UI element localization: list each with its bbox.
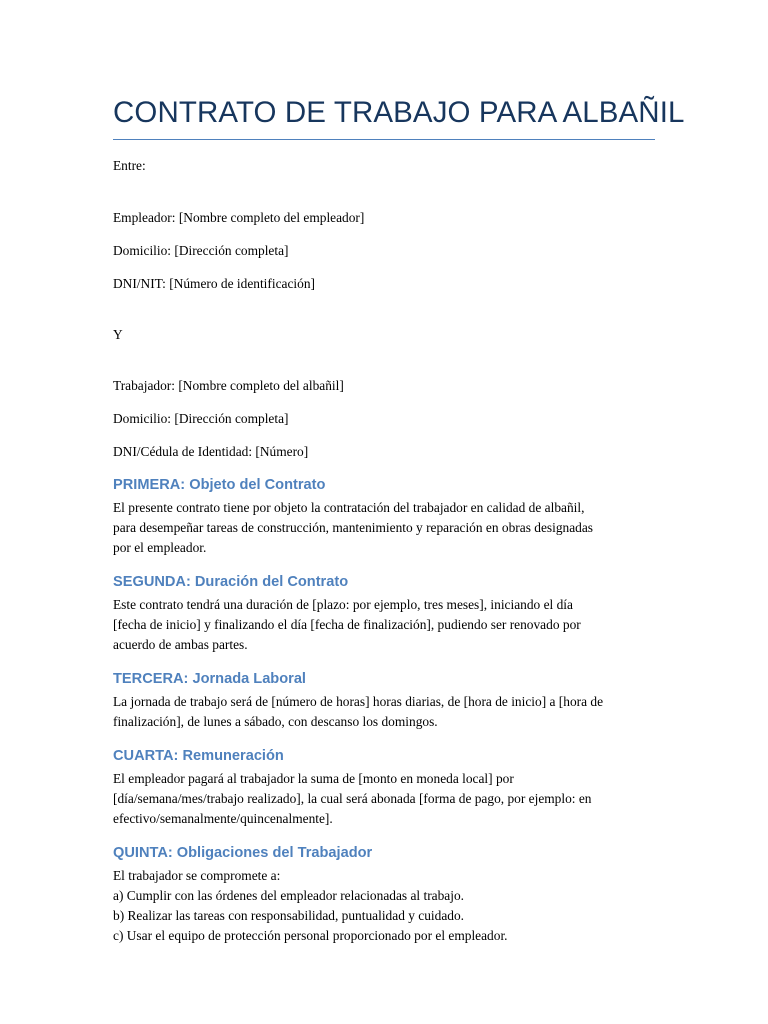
worker-id: DNI/Cédula de Identidad: [Número]	[113, 444, 309, 459]
and-text: Y	[113, 327, 123, 342]
document-page	[113, 95, 685, 946]
section-heading-quinta: QUINTA: Obligaciones del Trabajador	[113, 845, 373, 861]
employer-id: DNI/NIT: [Número de identificación]	[113, 276, 315, 291]
document-title: CONTRATO DE TRABAJO PARA ALBAÑIL	[113, 95, 655, 140]
section-line: a) Cumplir con las órdenes del empleador relacionadas al trabajo.	[113, 888, 464, 903]
section-line: b) Realizar las tareas con responsabilidad, puntualidad y cuidado.	[113, 908, 465, 923]
section-heading-primera: PRIMERA: Objeto del Contrato	[113, 477, 326, 493]
employer-address: Domicilio: [Dirección completa]	[113, 243, 289, 258]
section-line: El empleador pagará al trabajador la suma de [monto en moneda local] por	[113, 771, 514, 786]
section-line: por el empleador.	[113, 540, 207, 555]
employer-name: Empleador: [Nombre completo del empleador]	[113, 210, 365, 225]
section-line: efectivo/semanalmente/quincenalmente].	[113, 811, 333, 826]
intro-text: Entre:	[113, 158, 146, 173]
worker-name: Trabajador: [Nombre completo del albañil]	[113, 378, 344, 393]
section-line: El presente contrato tiene por objeto la contratación del trabajador en calidad de albañil,	[113, 500, 585, 515]
section-line: [día/semana/mes/trabajo realizado], la cual será abonada [forma de pago, por ejemplo: en	[113, 791, 592, 806]
section-heading-tercera: TERCERA: Jornada Laboral	[113, 671, 306, 687]
section-line: finalización], de lunes a sábado, con descanso los domingos.	[113, 714, 438, 729]
section-line: El trabajador se compromete a:	[113, 868, 281, 883]
section-heading-cuarta: CUARTA: Remuneración	[113, 748, 284, 764]
section-body-tercera	[113, 692, 655, 732]
section-line: c) Usar el equipo de protección personal proporcionado por el empleador.	[113, 928, 508, 943]
section-body-quinta	[113, 866, 655, 946]
section-body-cuarta	[113, 769, 655, 829]
section-body-primera	[113, 498, 655, 558]
section-line: La jornada de trabajo será de [número de horas] horas diarias, de [hora de inicio] a [hora de	[113, 694, 604, 709]
section-line: Este contrato tendrá una duración de [plazo: por ejemplo, tres meses], iniciando el día	[113, 597, 573, 612]
section-line: [fecha de inicio] y finalizando el día [fecha de finalización], pudiendo ser renovado por	[113, 617, 581, 632]
section-line: para desempeñar tareas de construcción, mantenimiento y reparación en obras designadas	[113, 520, 594, 535]
worker-address: Domicilio: [Dirección completa]	[113, 411, 289, 426]
section-line: acuerdo de ambas partes.	[113, 637, 248, 652]
section-heading-segunda: SEGUNDA: Duración del Contrato	[113, 574, 349, 590]
section-body-segunda	[113, 595, 655, 655]
